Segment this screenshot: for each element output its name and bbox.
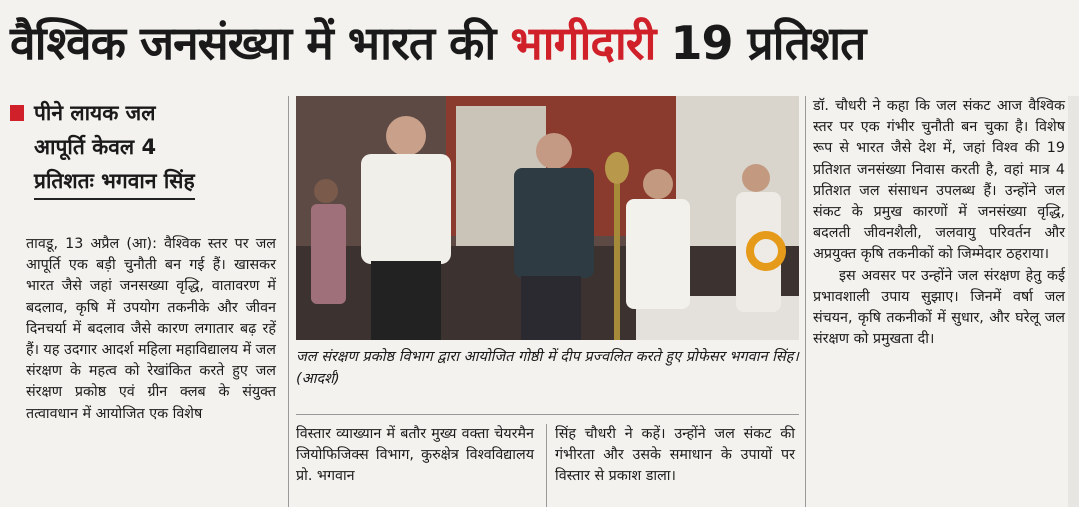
- news-photo: [296, 96, 799, 340]
- adjacent-page-edge: [1068, 96, 1079, 507]
- right-column-para-1: डॉ. चौधरी ने कहा कि जल संकट आज वैश्विक स्तर पर एक गंभीर चुनौती बन चुका है। विशेष रूप से भारत जैसे देश में, जहां विश्व की 19 प्रतिशत जनसंख्या निवास करती है, वहां मात्र 4 प्रतिशत जल संसाधन उपलब्ध हैं। उन्होंने जल संकट के प्रमुख कारणों में जनसंख्या वृद्धि, बदलती जीवनशैली, जलवायु परिवर्तन और अप्रयुक्त कृषि तकनीकों को जिम्मेदार ठहराया।: [813, 98, 1065, 263]
- lamp-lighting-photo: [296, 96, 799, 340]
- column-divider-left: [288, 96, 289, 507]
- column-divider-right: [805, 96, 806, 507]
- right-column: [813, 96, 1065, 350]
- bottom-middle-column-text: विस्तार व्याख्यान में बतौर मुख्य वक्ता चेयरमैन जियोफिजिक्स विभाग, कुरुक्षेत्र विश्वविद्यालय प्रो. भगवान: [296, 426, 534, 485]
- right-column-para-2: इस अवसर पर उन्होंने जल संरक्षण हेतु कई प्रभावशाली उपाय सुझाए। जिनमें वर्षा जल संचयन, कृषि तकनीकों में सुधार, और घरेलू जल संरक्षण को प्रमुखता दी।: [813, 267, 1065, 348]
- column-divider-bottom: [546, 424, 547, 507]
- subhead-line-1: पीने लायक जल: [34, 101, 156, 125]
- subheadline: [34, 96, 284, 200]
- left-column-text: तावडू, 13 अप्रैल (आ): वैश्विक स्तर पर जल आपूर्ति एक बड़ी चुनौती बन गई हैं। खासकर भारत जैसे जहां जनसख्या वृद्धि, वातावरण में बदलाव, कृषि में उपयोग तकनीके और जीवन दिनचर्या में बदलाव जैसे कारण लगातार बढ़ रहें हैं। यह उदगार आदर्श महिला महाविद्यालय में जल संरक्षण के महत्व को रेखांकित करते हुए जल संरक्षण प्रकोष्ठ एवं ग्रीन क्लब के संयुक्त तत्वावधान में आयोजित एक विशेष: [26, 236, 276, 422]
- headline-highlight: भागीदारी: [510, 16, 656, 70]
- subhead-line-2: आपूर्ति केवल 4: [34, 135, 157, 159]
- photo-caption: जल संरक्षण प्रकोष्ठ विभाग द्वारा आयोजित गोष्ठी में दीप प्रज्वलित करते हुए प्रोफेसर भगवान सिंह। (आदर्श): [296, 349, 799, 387]
- red-square-bullet-icon: [10, 105, 24, 121]
- headline: [10, 2, 1070, 84]
- caption-divider: [296, 414, 799, 415]
- headline-text-before: वैश्विक जनसंख्या में भारत की: [10, 16, 511, 70]
- bottom-right-column-text: सिंह चौधरी ने कहें। उन्होंने जल संकट की गंभीरता और उसके समाधान के उपायों पर विस्तार से प्रकाश डाला।: [555, 426, 795, 485]
- subhead-line-3: प्रतिशतः भगवान सिंह: [34, 164, 195, 200]
- headline-text-after: 19 प्रतिशत: [655, 16, 866, 70]
